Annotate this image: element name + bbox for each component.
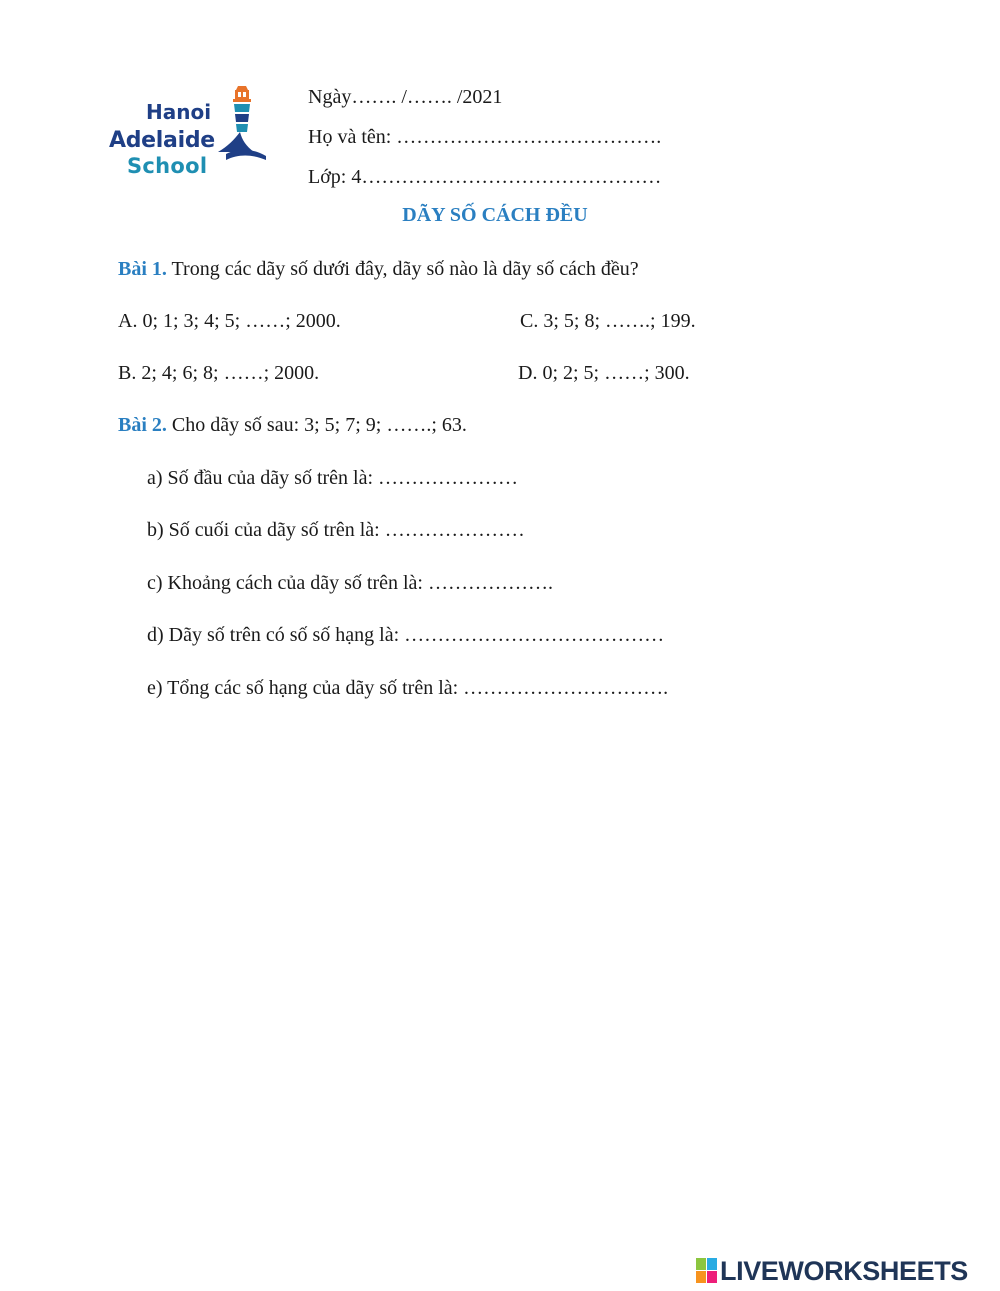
liveworksheets-brand-text: LIVEWORKSHEETS xyxy=(720,1256,968,1286)
liveworksheets-blocks-icon xyxy=(696,1258,718,1284)
bai2-question-line xyxy=(118,414,467,437)
bai1-option-a: A. 0; 1; 3; 4; 5; ……; 2000. xyxy=(118,310,341,332)
bai1-option-d: D. 0; 2; 5; ……; 300. xyxy=(518,362,690,384)
lighthouse-icon xyxy=(216,84,268,162)
school-logo xyxy=(108,84,268,184)
bai2-question: Cho dãy số sau: 3; 5; 7; 9; …….; 63. xyxy=(166,414,467,436)
bai2-item-a: a) Số đầu của dãy số trên là: ………………… xyxy=(147,467,519,489)
liveworksheets-logo xyxy=(696,1254,996,1288)
logo-text-adelaide: Adelaide xyxy=(109,128,215,153)
logo-text-hanoi: Hanoi xyxy=(146,100,212,124)
bai2-label: Bài 2. xyxy=(118,414,167,436)
bai1-label: Bài 1. xyxy=(118,258,167,280)
bai1-question: Trong các dãy số dưới đây, dãy số nào là dãy số cách đều? xyxy=(166,258,639,280)
logo-text-school: School xyxy=(127,154,208,178)
bai2-item-e: e) Tổng các số hạng của dãy số trên là: …………………………. xyxy=(147,677,669,699)
bai2-item-c: c) Khoảng cách của dãy số trên là: ………………. xyxy=(147,572,553,594)
bai2-item-d: d) Dãy số trên có số số hạng là: ………………………………… xyxy=(147,624,665,646)
bai1-option-c: C. 3; 5; 8; …….; 199. xyxy=(520,310,696,332)
date-line: Ngày……. /……. /2021 xyxy=(308,86,503,108)
worksheet-title: DÃY SỐ CÁCH ĐỀU xyxy=(402,204,588,226)
student-name-line: Họ và tên: …………………………………. xyxy=(308,126,662,148)
bai1-question-line xyxy=(118,258,639,281)
bai2-item-b: b) Số cuối của dãy số trên là: ………………… xyxy=(147,519,525,541)
class-line: Lớp: 4……………………………………… xyxy=(308,166,662,188)
bai1-option-b: B. 2; 4; 6; 8; ……; 2000. xyxy=(118,362,320,384)
